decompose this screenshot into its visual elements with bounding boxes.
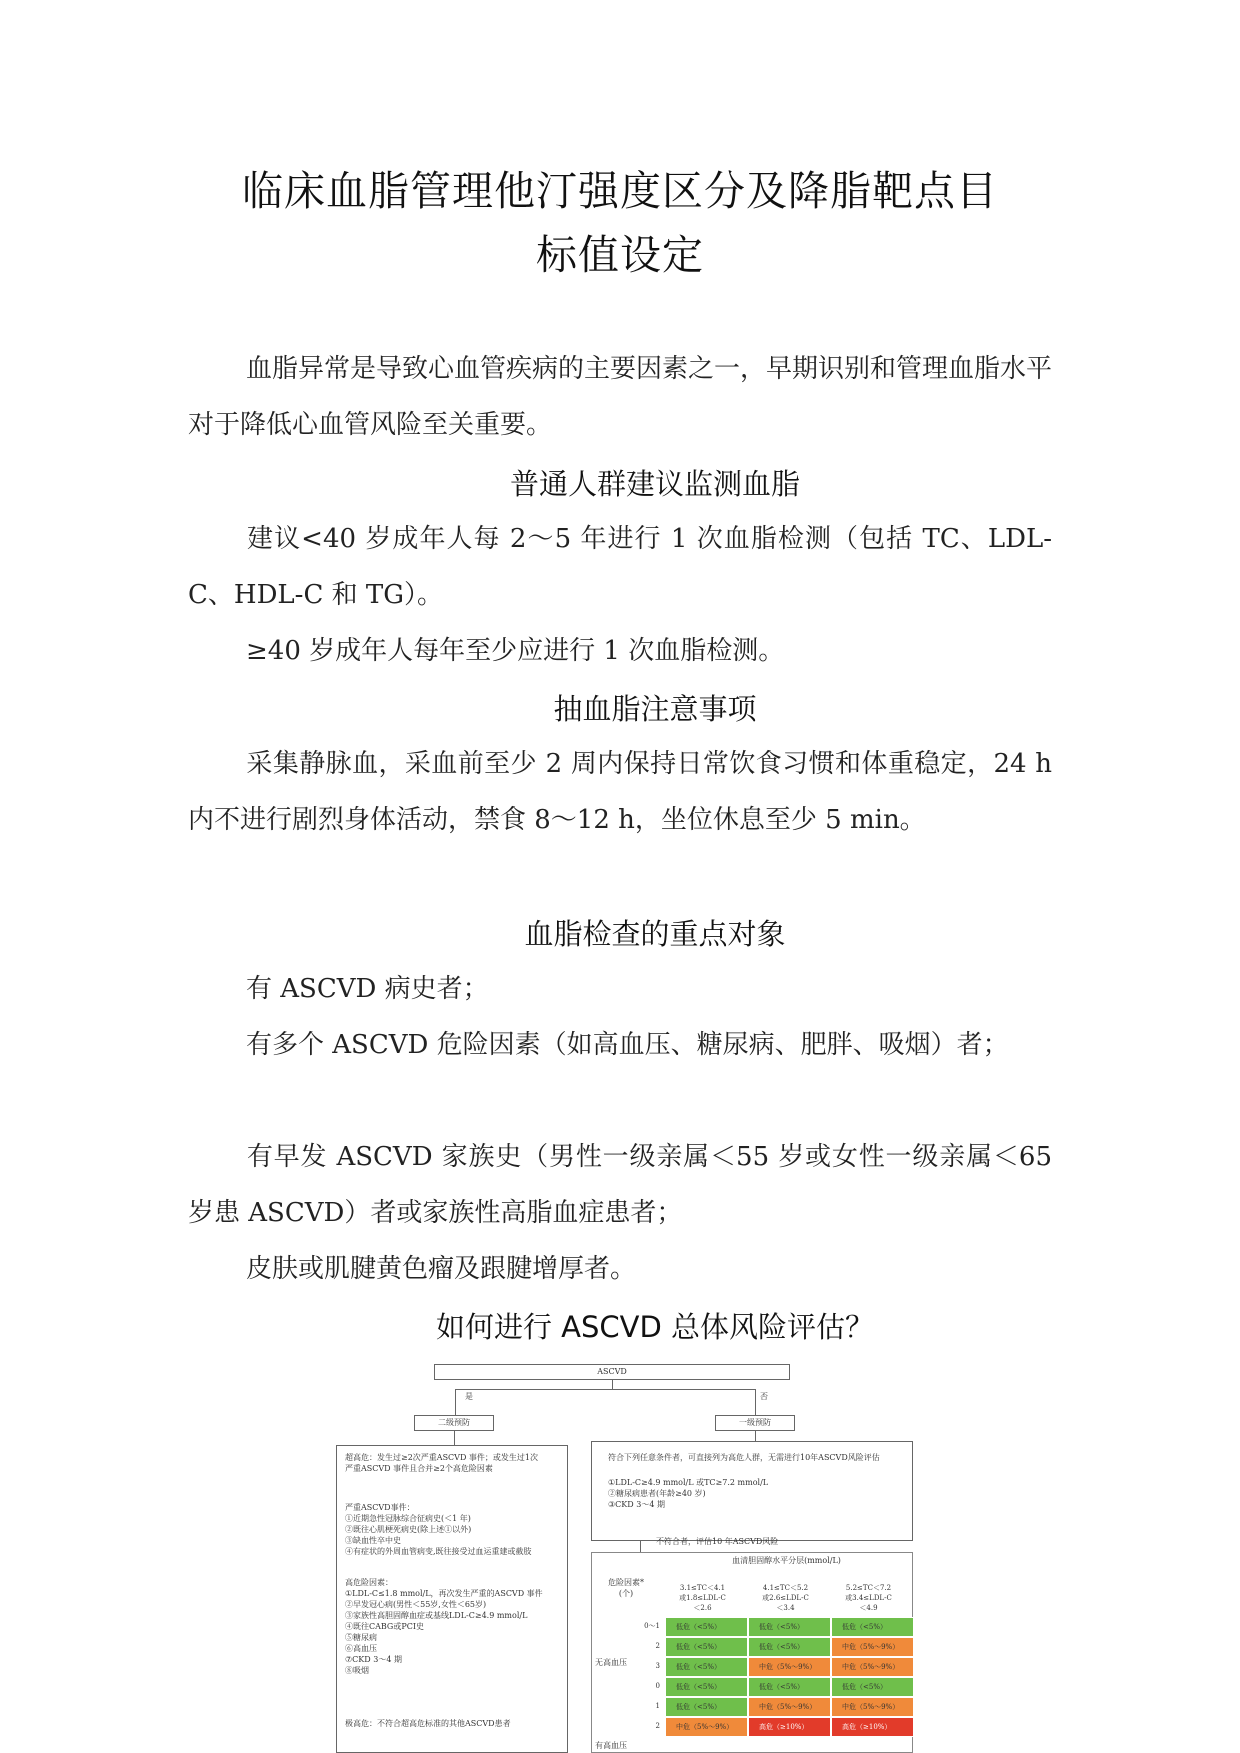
- flow-no-label: 否: [760, 1392, 768, 1401]
- document-title-line1: 临床血脂管理他汀强度区分及降脂靶点目: [242, 167, 998, 215]
- targets-text-2: 有多个 ASCVD 危险因素（如高血压、糖尿病、肥胖、吸烟）者；: [246, 1030, 1009, 1060]
- flow-connector: [454, 1431, 455, 1445]
- flow-yes-label: 是: [465, 1392, 473, 1401]
- monitor-text-2: ≥40 岁成年人每年至少应进行 1 次血脂检测。: [246, 636, 785, 666]
- severe-event-item: ②既往心肌梗死病史(除上述①以外): [345, 1525, 472, 1534]
- targets-paragraph-1: [188, 961, 1052, 1017]
- severe-event-item: ③缺血性卒中史: [345, 1536, 401, 1545]
- targets-paragraph-3: [188, 1129, 1052, 1241]
- extreme-risk-text: 极高危：不符合超高危标准的其他ASCVD患者: [345, 1719, 511, 1728]
- risk-factor-count: 0～1: [644, 1622, 660, 1630]
- direct-high-risk-item: ③CKD 3～4 期: [608, 1500, 665, 1509]
- targets-text-4: 皮肤或肌腱黄色瘤及跟腱增厚者。: [246, 1254, 637, 1284]
- targets-text-3: 有早发 ASCVD 家族史（男性一级亲属＜55 岁或女性一级亲属＜65 岁患 ASCVD）者或家族性高脂血症患者；: [188, 1142, 1052, 1228]
- col-header-text: 或2.6≤LDL-C: [762, 1594, 809, 1602]
- severe-event-item: ①近期急性冠脉综合征病史(＜1 年): [345, 1514, 471, 1523]
- high-risk-factor-item: ③家族性高胆固醇血症或基线LDL-C≥4.9 mmol/L: [345, 1611, 528, 1620]
- severe-event-item: ④有症状的外周血管病变,既往接受过血运重建或截肢: [345, 1547, 532, 1556]
- col-header-text: 或3.4≤LDL-C: [845, 1594, 892, 1602]
- risk-cell: 中危（5%～9%）: [748, 1657, 831, 1677]
- col-header-text: ＜2.6: [693, 1604, 712, 1612]
- table-col-header-1: [665, 1583, 740, 1613]
- group-hypertension: 有高血压: [595, 1741, 627, 1750]
- document-title-line2: 标值设定: [536, 231, 704, 279]
- monitor-text-1: 建议<40 岁成年人每 2～5 年进行 1 次血脂检测（包括 TC、LDL-C、HDL-C 和 TG）。: [188, 524, 1052, 610]
- very-high-risk-text-1: 超高危：发生过≥2次严重ASCVD 事件；或发生过1次: [345, 1453, 538, 1462]
- secondary-prevention-label: 二级预防: [438, 1418, 470, 1427]
- monitor-paragraph-2: [188, 623, 1052, 679]
- table-col-header-3: [831, 1583, 906, 1613]
- section-heading-draw: 抽血脂注意事项: [553, 692, 757, 726]
- high-risk-factor-item: ①LDL-C≤1.8 mmol/L，再次发生严重的ASCVD 事件: [345, 1589, 543, 1598]
- section-heading-targets: 血脂检查的重点对象: [524, 917, 786, 951]
- table-col-header-2: [748, 1583, 823, 1613]
- risk-factor-count: 0: [655, 1682, 660, 1690]
- risk-cell: 中危（5%～9%）: [831, 1637, 914, 1657]
- ascvd-flowchart: [330, 1355, 950, 1753]
- flow-connector: [612, 1380, 613, 1389]
- risk-cell: 低危（<5%）: [831, 1617, 914, 1637]
- col-header-text: 4.1≤TC＜5.2: [762, 1584, 809, 1592]
- flow-root-label: ASCVD: [597, 1367, 627, 1376]
- col-header-text: 3.1≤TC＜4.1: [679, 1584, 726, 1592]
- not-meet-label: 不符合者，评估10 年ASCVD风险: [656, 1537, 779, 1546]
- risk-factor-count: 2: [655, 1722, 660, 1730]
- risk-cell: 低危（<5%）: [748, 1677, 831, 1697]
- risk-cell: 中危（5%～9%）: [665, 1717, 748, 1737]
- risk-factor-count: 1: [655, 1702, 660, 1710]
- primary-prevention-label: 一级预防: [739, 1418, 771, 1427]
- table-risk-factor-label: [592, 1577, 660, 1599]
- risk-cell: 低危（<5%）: [665, 1657, 748, 1677]
- direct-high-risk-item: ②糖尿病患者(年龄≥40 岁): [608, 1489, 706, 1498]
- risk-factor-count: 3: [655, 1662, 660, 1670]
- secondary-prevention-box: [414, 1415, 494, 1431]
- intro-paragraph: [188, 341, 1052, 453]
- high-risk-factor-item: ④既往CABG或PCI史: [345, 1622, 424, 1631]
- targets-paragraph-4: [188, 1241, 1052, 1297]
- high-risk-factor-item: ⑥高血压: [345, 1644, 377, 1653]
- risk-cell: 低危（<5%）: [748, 1617, 831, 1637]
- targets-text-1: 有 ASCVD 病史者；: [246, 974, 489, 1004]
- risk-cell: 高危（≥10%）: [831, 1717, 914, 1737]
- draw-paragraph-1: [188, 736, 1052, 848]
- direct-high-risk-item: ①LDL-C≥4.9 mmol/L 或TC≥7.2 mmol/L: [608, 1478, 769, 1487]
- risk-cell: 低危（<5%）: [665, 1617, 748, 1637]
- flow-connector: [455, 1389, 755, 1390]
- table-header-cholesterol: 血清胆固醇水平分层(mmol/L): [732, 1556, 841, 1565]
- risk-cell: 低危（<5%）: [831, 1677, 914, 1697]
- very-high-risk-text-2: 严重ASCVD 事件且合并≥2个高危险因素: [345, 1464, 493, 1473]
- flow-connector: [755, 1431, 756, 1441]
- risk-factor-count: 2: [655, 1642, 660, 1650]
- risk-cell: 中危（5%～9%）: [831, 1657, 914, 1677]
- risk-factor-label: 危险因素*: [608, 1578, 644, 1587]
- risk-cell: 中危（5%～9%）: [831, 1697, 914, 1717]
- group-no-hypertension: 无高血压: [595, 1658, 627, 1667]
- risk-cell: 低危（<5%）: [748, 1637, 831, 1657]
- targets-paragraph-2: [188, 1017, 1052, 1073]
- risk-cell: 高危（≥10%）: [748, 1717, 831, 1737]
- direct-high-risk-text: 符合下列任意条件者，可直接列为高危人群，无需进行10年ASCVD风险评估: [608, 1453, 880, 1462]
- col-header-text: ＜3.4: [776, 1604, 795, 1612]
- risk-cell: 低危（<5%）: [665, 1677, 748, 1697]
- col-header-text: 或1.8≤LDL-C: [679, 1594, 726, 1602]
- high-risk-factor-item: ⑦CKD 3～4 期: [345, 1655, 402, 1664]
- col-header-text: ＜4.9: [859, 1604, 878, 1612]
- secondary-risk-box: [336, 1445, 568, 1753]
- risk-cell: 低危（<5%）: [665, 1637, 748, 1657]
- col-header-text: 5.2≤TC＜7.2: [845, 1584, 892, 1592]
- risk-factor-unit: (个): [618, 1589, 634, 1598]
- risk-cell: 低危（<5%）: [665, 1697, 748, 1717]
- primary-direct-high-risk-box: [591, 1441, 913, 1541]
- severe-events-title: 严重ASCVD事件：: [345, 1503, 415, 1512]
- primary-prevention-box: [715, 1415, 795, 1431]
- high-risk-factor-item: ⑧吸烟: [345, 1666, 369, 1675]
- monitor-paragraph-1: [188, 511, 1052, 623]
- high-risk-factors-title: 高危险因素：: [345, 1578, 393, 1587]
- high-risk-factor-item: ②早发冠心病(男性＜55岁,女性＜65岁): [345, 1600, 487, 1609]
- flow-connector: [455, 1389, 456, 1415]
- section-heading-risk: 如何进行 ASCVD 总体风险评估？: [435, 1310, 875, 1344]
- section-heading-monitor: 普通人群建议监测血脂: [509, 467, 800, 501]
- flow-connector: [755, 1389, 756, 1415]
- draw-text-1: 采集静脉血，采血前至少 2 周内保持日常饮食习惯和体重稳定，24 h 内不进行剧烈身体活动，禁食 8～12 h，坐位休息至少 5 min。: [188, 749, 1052, 835]
- intro-text: 血脂异常是导致心血管疾病的主要因素之一，早期识别和管理血脂水平对于降低心血管风险至关重要。: [188, 354, 1053, 440]
- risk-cell: 中危（5%～9%）: [748, 1697, 831, 1717]
- high-risk-factor-item: ⑤糖尿病: [345, 1633, 377, 1642]
- flow-root-box: [434, 1364, 790, 1380]
